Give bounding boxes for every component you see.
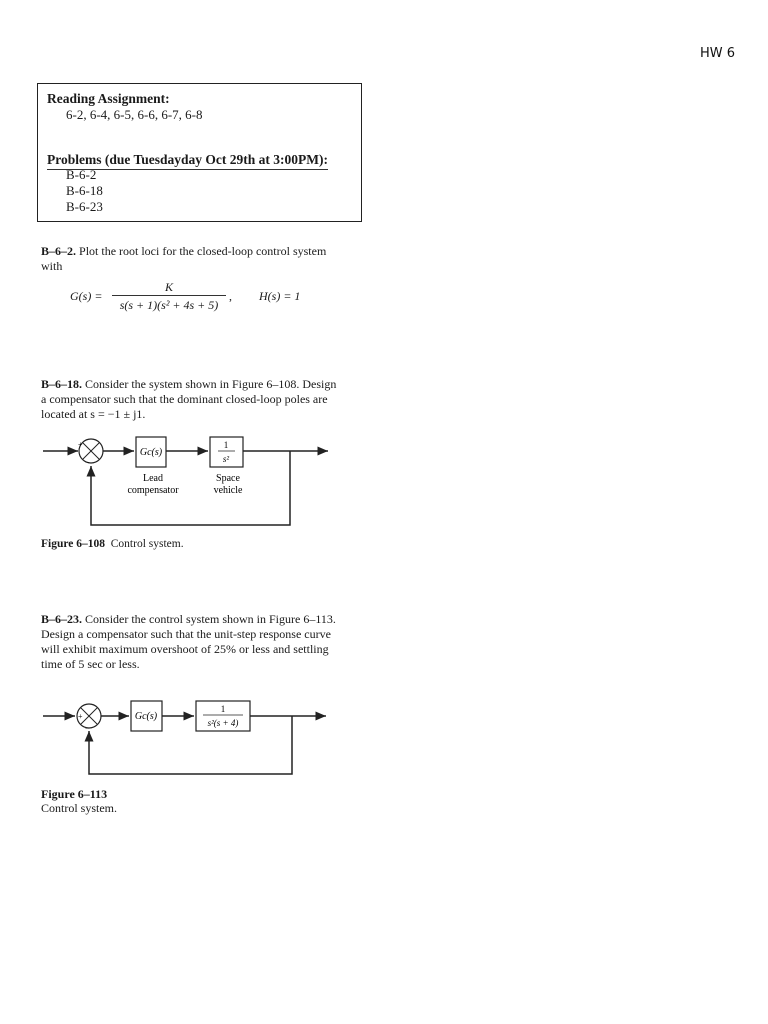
figure-caption-text: Control system. bbox=[41, 801, 118, 815]
compensator-block-label: Gc(s) bbox=[139, 447, 163, 458]
equation-comma: , bbox=[229, 289, 232, 303]
equation-g-denominator: s(s + 1)(s² + 4s + 5) bbox=[119, 298, 219, 312]
problem-item: B-6-23 bbox=[66, 199, 103, 214]
equation-g-numerator: K bbox=[164, 280, 173, 294]
figure-6-108-caption bbox=[41, 537, 184, 551]
problem-text: Consider the control system shown in Figure 6–113. Design a compensator such that the unit-step response curve will exhibit maximum overshoot of 25% or less and settling time of 5 sec or less. bbox=[41, 612, 336, 671]
figure-id: Figure 6–108 bbox=[41, 538, 105, 550]
plus-sign: + bbox=[78, 712, 83, 721]
plus-sign: + bbox=[78, 440, 83, 449]
problem-text: Consider the system shown in Figure 6–108. Design a compensator such that the dominant closed-loop poles are located at s = −1 ± j1. bbox=[41, 377, 337, 421]
plant-denominator: s²(s + 4) bbox=[207, 718, 239, 728]
page-header-title: HW 6 bbox=[700, 46, 736, 61]
plant-denominator: s² bbox=[222, 454, 230, 464]
plant-numerator: 1 bbox=[223, 440, 229, 450]
problem-b-6-23-statement bbox=[41, 612, 341, 672]
minus-sign: − bbox=[85, 458, 90, 467]
problem-id: B–6–23. bbox=[41, 612, 83, 626]
compensator-caption-line2: compensator bbox=[127, 485, 179, 496]
plant-caption-line2: vehicle bbox=[213, 485, 243, 496]
compensator-block-label: Gc(s) bbox=[134, 711, 158, 722]
summing-junction bbox=[79, 439, 103, 463]
plant-numerator: 1 bbox=[220, 704, 226, 714]
compensator-caption-line1: Lead bbox=[143, 473, 163, 484]
figure-id: Figure 6–113 bbox=[41, 787, 108, 801]
problem-item: B-6-2 bbox=[66, 167, 97, 182]
feedback-path bbox=[91, 451, 290, 525]
figure-caption-text: Control system. bbox=[110, 538, 184, 550]
problems-heading: Problems (due Tuesdayday Oct 29th at 3:00PM): bbox=[47, 152, 328, 170]
equation-g-lhs: G(s) = bbox=[70, 289, 103, 303]
plant-caption-line1: Space bbox=[216, 473, 240, 484]
problem-text: Plot the root loci for the closed-loop control system with bbox=[41, 244, 327, 273]
minus-sign: − bbox=[85, 724, 90, 733]
reading-heading: Reading Assignment: bbox=[47, 91, 170, 106]
figure-6-113-caption bbox=[41, 787, 117, 815]
reading-sections: 6-2, 6-4, 6-5, 6-6, 6-7, 6-8 bbox=[66, 107, 203, 122]
problem-item: B-6-18 bbox=[66, 183, 103, 198]
problem-id: B–6–18. bbox=[41, 377, 83, 391]
problem-id: B–6–2. bbox=[41, 244, 77, 258]
equation-h: H(s) = 1 bbox=[259, 289, 301, 303]
feedback-path bbox=[89, 716, 292, 774]
